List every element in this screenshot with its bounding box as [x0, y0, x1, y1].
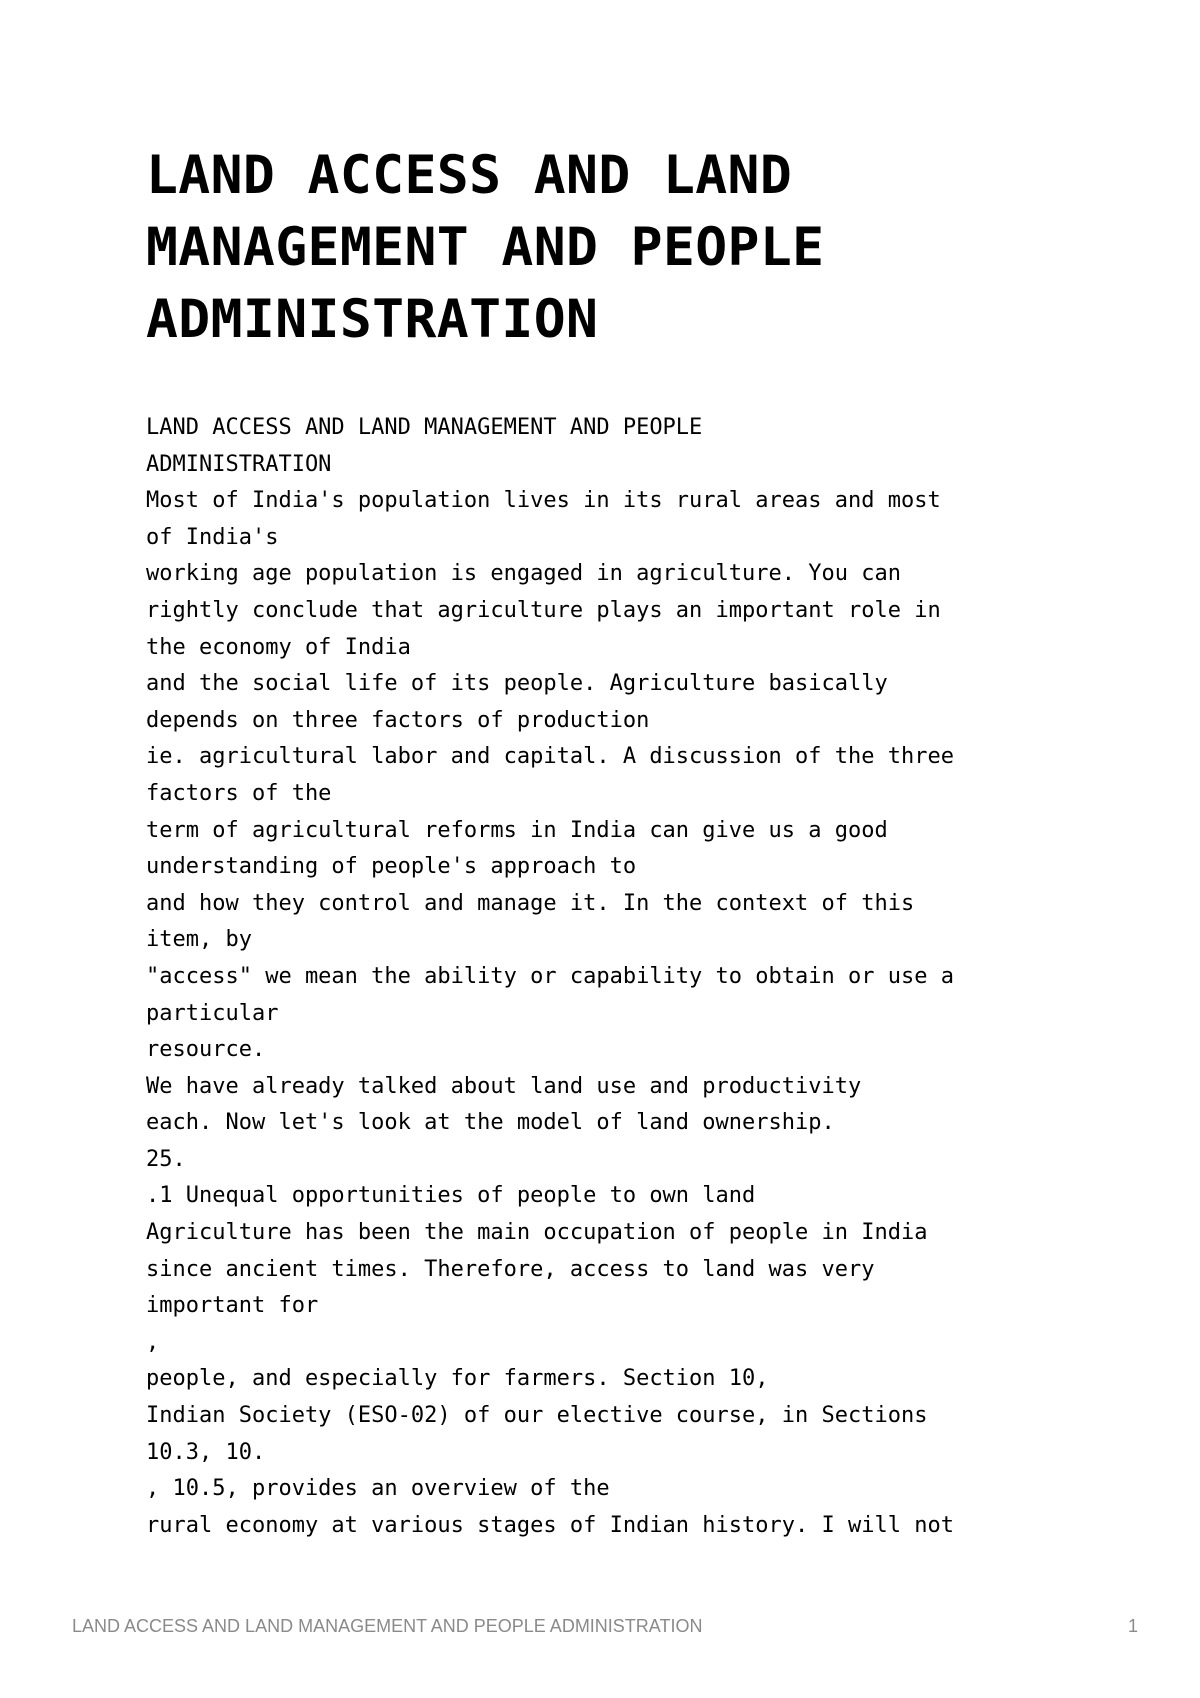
body-line: particular	[146, 1000, 279, 1026]
body-line: item, by	[146, 927, 252, 953]
body-line: rightly conclude that agriculture plays an important role in	[146, 597, 941, 623]
body-line: ADMINISTRATION	[146, 451, 332, 477]
body-line: factors of the	[146, 780, 332, 806]
body-line: and how they control and manage it. In the context of this	[146, 890, 915, 916]
body-line: each. Now let's look at the model of land ownership.	[146, 1110, 835, 1136]
body-line: Indian Society (ESO-02) of our elective course, in Sections	[146, 1403, 928, 1429]
document-body	[146, 410, 1156, 1544]
body-line: people, and especially for farmers. Section 10,	[146, 1366, 769, 1392]
body-line: Most of India's population lives in its rural areas and most	[146, 488, 941, 514]
body-line: We have already talked about land use and productivity	[146, 1073, 862, 1099]
body-line: and the social life of its people. Agriculture basically	[146, 671, 888, 697]
body-line: important for	[146, 1293, 319, 1319]
body-line: ,	[146, 1329, 160, 1355]
body-line: ie. agricultural labor and capital. A discussion of the three	[146, 744, 954, 770]
body-line: .1 Unequal opportunities of people to own land	[146, 1183, 756, 1209]
body-line: "access" we mean the ability or capability to obtain or use a	[146, 963, 954, 989]
body-line: LAND ACCESS AND LAND MANAGEMENT AND PEOPLE	[146, 415, 703, 440]
document-title: LAND ACCESS AND LAND MANAGEMENT AND PEOPLE ADMINISTRATION	[146, 145, 825, 350]
body-line: of India's	[146, 524, 279, 550]
body-line: working age population is engaged in agriculture. You can	[146, 561, 901, 587]
body-line: understanding of people's approach to	[146, 854, 637, 880]
body-line: term of agricultural reforms in India can give us a good	[146, 817, 888, 843]
body-line: resource.	[146, 1037, 266, 1063]
body-line: rural economy at various stages of Indian history. I will not	[146, 1512, 954, 1538]
body-line: depends on three factors of production	[146, 707, 650, 733]
footer-title: LAND ACCESS AND LAND MANAGEMENT AND PEOPLE ADMINISTRATION	[72, 1616, 703, 1636]
body-line: 25.	[146, 1146, 186, 1172]
body-line: since ancient times. Therefore, access to land was very	[146, 1256, 875, 1282]
page-number: 1	[1127, 1616, 1138, 1636]
body-line: , 10.5, provides an overview of the	[146, 1476, 610, 1502]
body-line: the economy of India	[146, 634, 411, 660]
body-line: 10.3, 10.	[146, 1439, 266, 1465]
body-line: Agriculture has been the main occupation of people in India	[146, 1220, 928, 1246]
